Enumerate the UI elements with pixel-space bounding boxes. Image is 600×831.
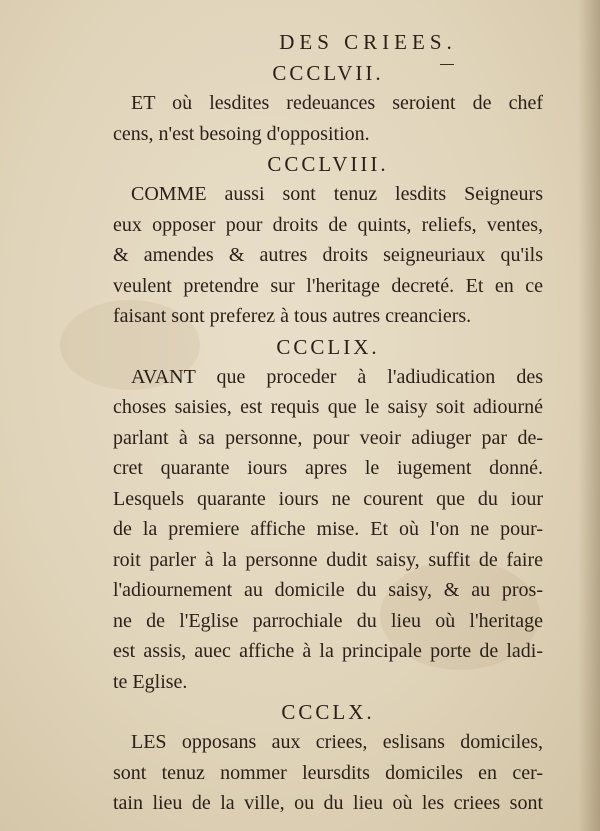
section-357: [113, 58, 543, 149]
text-line: Lesquels quarante iours ne courent que du iour: [113, 487, 543, 510]
text-line: sont tenuz nommer leursdits domiciles en cer-: [113, 761, 543, 784]
text-block: [113, 26, 543, 819]
section-358: [113, 149, 543, 332]
section-number: CCCLX.: [281, 700, 375, 724]
text-line: l'adiournement au domicile du saisy, & au pros-: [113, 579, 543, 601]
text-line: faisant sont preferez à tous autres creanciers.: [113, 305, 472, 327]
text-line: est assis, auec affiche à la principale porte de ladi-: [113, 640, 543, 662]
text-line: LES opposans aux criees, eslisans domiciles,: [131, 731, 543, 753]
text-line: roit parler à la personne dudit saisy, suffit de faire: [113, 548, 543, 571]
text-line: cret quarante iours apres le iugement donné.: [113, 457, 543, 479]
text-line: te Eglise.: [113, 670, 188, 693]
section-360: [113, 697, 543, 819]
text-line: cens, n'est besoing d'opposition.: [113, 122, 370, 145]
text-line: de la premiere affiche mise. Et où l'on ne pour-: [113, 518, 543, 540]
section-number: CCCLVIII.: [267, 152, 389, 176]
text-line: tain lieu de la ville, ou du lieu où les criees sont: [113, 792, 543, 814]
paragraph: [113, 727, 543, 819]
text-line: ET où lesdites redeuances seroient de chef: [131, 92, 543, 114]
section-359: [113, 332, 543, 698]
text-line: parlant à sa personne, pour veoir adiuger par de-: [113, 426, 543, 449]
page-edge-shadow: [578, 0, 600, 831]
paragraph: [113, 362, 543, 698]
text-line: veulent pretendre sur l'heritage decreté. Et en ce: [113, 274, 543, 297]
paragraph: [113, 88, 543, 149]
text-line: eux opposer pour droits de quints, reliefs, ventes,: [113, 213, 543, 236]
running-head: DES CRIEES.: [279, 30, 457, 54]
text-line: AVANT que proceder à l'adiudication des: [131, 365, 543, 388]
text-line: & amendes & autres droits seigneuriaux qu'ils: [113, 244, 543, 266]
section-number: CCCLVII.: [272, 61, 384, 85]
text-line: choses saisies, est requis que le saisy soit adiourné: [113, 396, 543, 418]
paragraph: [113, 179, 543, 332]
text-line: COMME aussi sont tenuz lesdits Seigneurs: [131, 183, 543, 205]
section-number: CCCLIX.: [276, 334, 380, 359]
text-line: ne de l'Eglise parrochiale du lieu où l'heritage: [113, 609, 543, 632]
